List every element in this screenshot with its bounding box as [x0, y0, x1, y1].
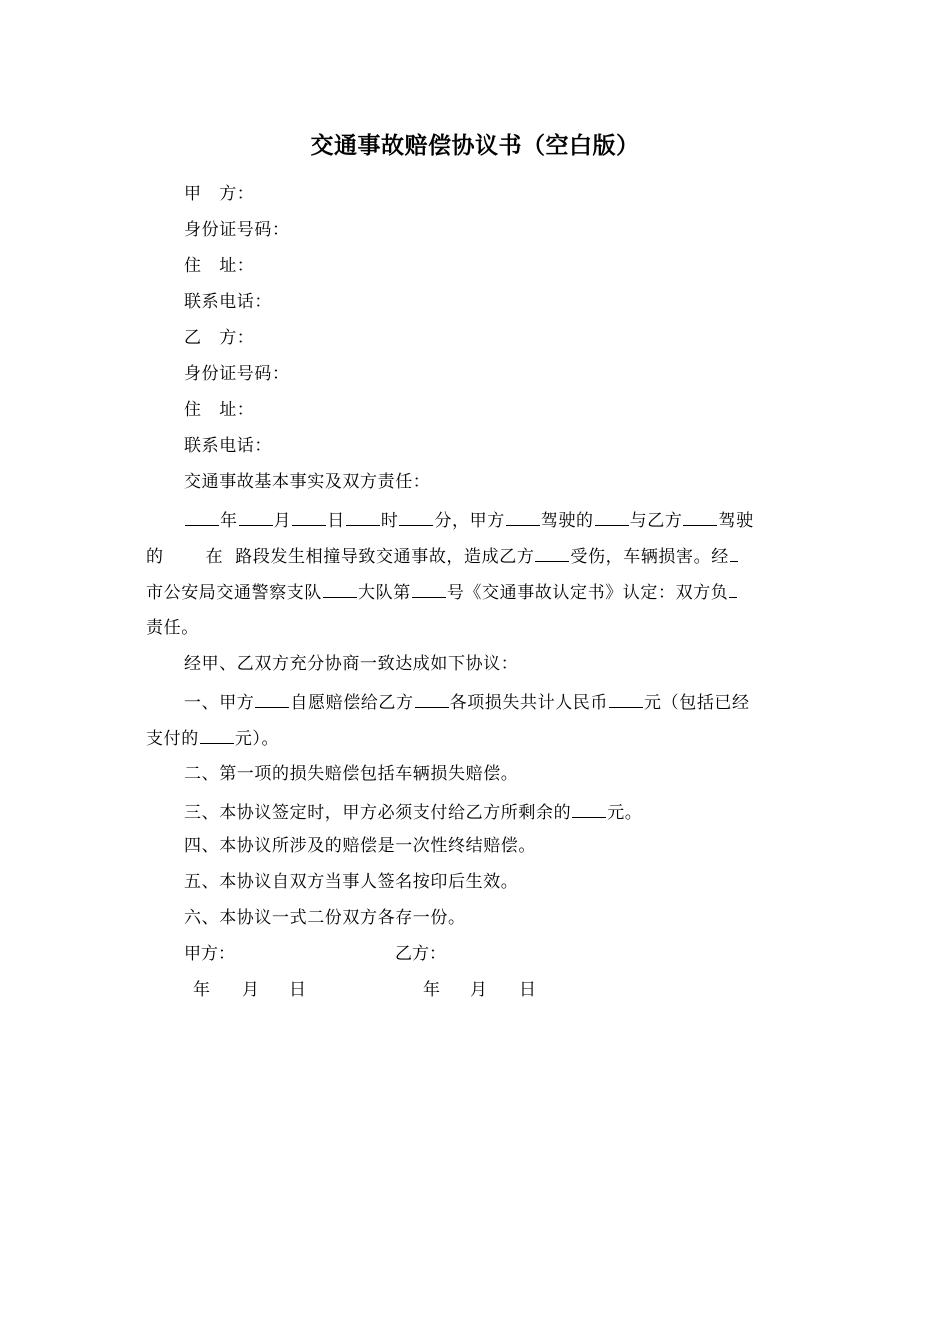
- party-a-date-day: 日: [289, 980, 306, 1000]
- facts-text: 日: [327, 511, 345, 531]
- blank-field[interactable]: [200, 723, 234, 744]
- party-b-signature-label: 乙方：: [395, 944, 446, 964]
- blank-field[interactable]: [506, 505, 540, 526]
- blank-field[interactable]: [730, 541, 738, 562]
- blank-field[interactable]: [412, 577, 446, 598]
- party-a-id-label: 身份证号码：: [184, 220, 290, 240]
- clause-text: 三、本协议签定时，甲方必须支付给乙方所剩余的: [184, 803, 572, 823]
- facts-text: 路段发生相撞导致交通事故，造成乙方: [235, 547, 535, 567]
- party-b-id-label: 身份证号码：: [184, 364, 290, 384]
- clause-2: 二、第一项的损失赔偿包括车辆损失赔偿。: [184, 764, 519, 784]
- facts-text: 受伤，车辆损害。经: [570, 547, 729, 567]
- clause-text: 自愿赔偿给乙方: [290, 693, 414, 713]
- blank-field[interactable]: [609, 687, 643, 708]
- party-a-date-month: 月: [242, 980, 259, 1000]
- party-a-name-label: 甲 方：: [184, 184, 255, 204]
- clause-3: [184, 797, 854, 826]
- facts-text: 市公安局交通警察支队: [146, 583, 322, 603]
- clause-4: 四、本协议所涉及的赔偿是一次性终结赔偿。: [184, 836, 536, 856]
- facts-text: 驾驶的: [540, 511, 594, 531]
- blank-field[interactable]: [399, 505, 433, 526]
- facts-text: 年: [220, 511, 238, 531]
- party-b-name-label: 乙 方：: [184, 328, 255, 348]
- clause-text: 元（包括已经: [644, 693, 750, 713]
- clause-6: 六、本协议一式二份双方各存一份。: [184, 908, 466, 928]
- facts-text: 驾驶: [718, 511, 754, 531]
- party-b-phone-label: 联系电话：: [184, 436, 272, 456]
- blank-field[interactable]: [683, 505, 717, 526]
- facts-heading: 交通事故基本事实及双方责任：: [184, 472, 431, 492]
- clause-5: 五、本协议自双方当事人签名按印后生效。: [184, 872, 519, 892]
- facts-line-2: [146, 541, 816, 570]
- party-a-phone-label: 联系电话：: [184, 292, 272, 312]
- facts-text: 月: [273, 511, 292, 531]
- party-a-date-year: 年: [193, 980, 210, 1000]
- clause-text: 元）。: [234, 729, 280, 749]
- facts-text: 号《交通事故认定书》认定：双方负: [446, 583, 729, 603]
- blank-field[interactable]: [729, 577, 737, 598]
- blank-field[interactable]: [572, 797, 606, 818]
- party-a-address-label: 住 址：: [184, 256, 255, 276]
- party-b-date-day: 日: [519, 980, 536, 1000]
- blank-field[interactable]: [535, 541, 569, 562]
- clause-1-line-1: [184, 687, 854, 716]
- facts-text: 的: [146, 547, 164, 567]
- agreement-intro: 经甲、乙双方充分协商一致达成如下协议：: [184, 654, 519, 674]
- facts-line-4: 责任。: [146, 618, 199, 638]
- party-b-date-month: 月: [470, 980, 487, 1000]
- document-title: 交通事故赔偿协议书（空白版）: [310, 132, 640, 159]
- blank-field[interactable]: [346, 505, 380, 526]
- clause-text: 一、甲方: [184, 693, 255, 713]
- clause-1-line-2: [146, 723, 816, 752]
- blank-field[interactable]: [595, 505, 629, 526]
- party-b-date-year: 年: [423, 980, 440, 1000]
- blank-field[interactable]: [239, 505, 273, 526]
- blank-field[interactable]: [292, 505, 326, 526]
- facts-text: 分，甲方: [434, 511, 505, 531]
- blank-field[interactable]: [255, 687, 289, 708]
- clause-text: 元。: [607, 803, 643, 823]
- facts-text: 大队第: [358, 583, 411, 603]
- facts-text: 时: [380, 511, 399, 531]
- facts-line-1: [184, 505, 854, 534]
- facts-line-3: [146, 577, 816, 606]
- blank-field[interactable]: [185, 505, 219, 526]
- facts-text: 与乙方: [629, 511, 683, 531]
- blank-field[interactable]: [415, 687, 449, 708]
- clause-text: 支付的: [146, 729, 199, 749]
- party-a-signature-label: 甲方：: [184, 944, 235, 964]
- clause-text: 各项损失共计人民币: [449, 693, 609, 713]
- facts-text: 在: [205, 547, 224, 567]
- blank-field[interactable]: [323, 577, 357, 598]
- party-b-address-label: 住 址：: [184, 400, 255, 420]
